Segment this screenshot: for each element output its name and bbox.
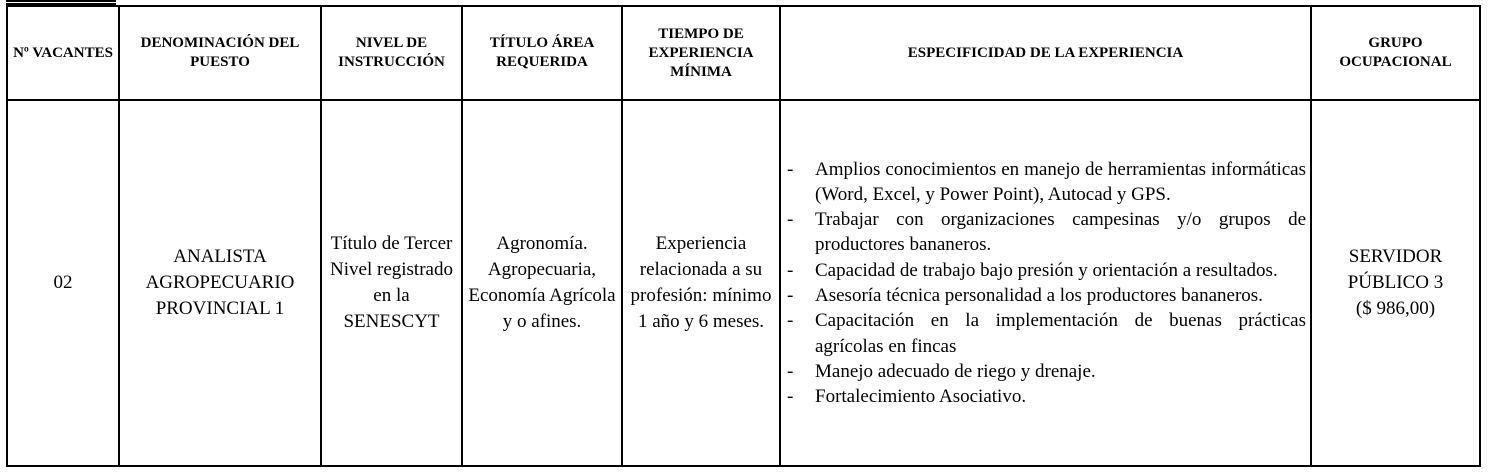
list-item-text: Manejo adecuado de riego y drenaje.: [815, 360, 1096, 382]
bullet: -: [787, 310, 794, 332]
bullet: -: [787, 285, 794, 306]
list-item: [785, 359, 1306, 384]
bullet: -: [787, 158, 794, 180]
cell-specificity: [780, 100, 1311, 466]
header-specificity: ESPECIFICIDAD DE LA EXPERIENCIA: [780, 6, 1311, 100]
list-item: [785, 283, 1306, 308]
header-education: NIVEL DE INSTRUCCIÓN: [321, 6, 462, 100]
list-item-text: Capacitación en la implementación de buenas prácticas agrícolas en fincas: [815, 310, 1306, 357]
group-title: SERVIDOR PÚBLICO 3: [1347, 246, 1444, 293]
bullet: -: [787, 386, 794, 408]
cell-group: [1311, 100, 1480, 466]
cell-education: Título de Tercer Nivel registrado en la SENESCYT: [321, 100, 462, 466]
list-item-text: Amplios conocimientos en manejo de herramientas informáticas (Word, Excel, y Power Point), Autocad y GPS.: [815, 158, 1306, 205]
bullet: -: [787, 209, 794, 231]
bullet: -: [787, 360, 794, 382]
list-item-text: Fortalecimiento Asociativo.: [815, 386, 1027, 408]
list-item: [785, 207, 1306, 258]
header-position: DENOMINACIÓN DEL PUESTO: [119, 6, 321, 100]
list-item-text: Asesoría técnica personalidad a los productores bananeros.: [815, 285, 1263, 306]
header-group: GRUPO OCUPACIONAL: [1311, 6, 1480, 100]
list-item: [785, 157, 1306, 208]
cell-vacancies: 02: [7, 100, 119, 466]
table-row: [7, 100, 1480, 466]
header-field: TÍTULO ÁREA REQUERIDA: [462, 6, 622, 100]
list-item: [785, 258, 1306, 283]
list-item-text: Capacidad de trabajo bajo presión y orientación a resultados.: [815, 259, 1278, 281]
list-item-text: Trabajar con organizaciones campesinas y/o grupos de productores bananeros.: [815, 209, 1306, 256]
group-salary: ($ 986,00): [1355, 298, 1436, 319]
header-time: TIEMPO DE EXPERIENCIA MÍNIMA: [622, 6, 780, 100]
cell-field: Agronomía. Agropecuaria, Economía Agrícola y o afines.: [462, 100, 622, 466]
list-item: [785, 308, 1306, 359]
list-item: [785, 384, 1306, 409]
header-vacancies: Nº VACANTES: [7, 6, 119, 100]
header-row: [7, 6, 1480, 100]
bullet: -: [787, 259, 794, 281]
cell-position: ANALISTA AGROPECUARIO PROVINCIAL 1: [119, 100, 321, 466]
cell-time: Experiencia relacionada a su profesión: mínimo 1 año y 6 meses.: [622, 100, 780, 466]
experience-list: [785, 157, 1306, 410]
vacancy-table: [6, 5, 1481, 467]
